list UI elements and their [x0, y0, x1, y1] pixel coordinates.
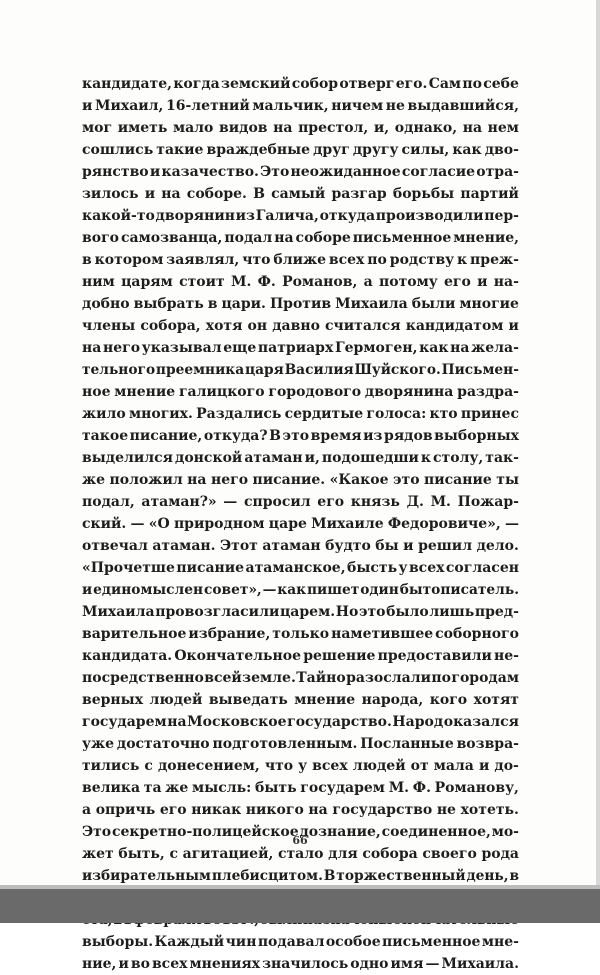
text-line: и единомыслен совет», — как пишет один бытописатель.: [82, 582, 519, 598]
text-line: а опричь его никак никого на государство не хотеть.: [82, 802, 519, 818]
text-line: Это секретно-полицейское дознание, соединенное, мо-: [82, 824, 519, 840]
text-line: члены собора, хотя он давно считался кандидатом и: [82, 318, 519, 334]
text-line: тельного преемника царя Василия Шуйского. Письмен-: [82, 362, 519, 378]
text-line: добно выбрать в цари. Против Михаила были многие: [82, 296, 519, 312]
text-line: «Прочетше писание атаманское, бысть у всех согласен: [82, 560, 519, 576]
text-line: верных людей выведать мнение народа, кого хотят: [82, 692, 519, 708]
text-line: посредственно всей земле. Тайно разослали по городам: [82, 670, 519, 686]
text-line: зилось и на соборе. В самый разгар борьбы партий: [82, 186, 519, 202]
text-line: варительное избрание, только наметившее соборного: [82, 626, 519, 642]
text-line: выборы. Каждый чин подавал особое письменное мне-: [82, 934, 519, 950]
text-line: вого самозванца, подал на соборе письменное мнение,: [82, 230, 519, 246]
text-line: же положил на него писание. «Какое это писание ты: [82, 472, 519, 488]
text-line: ский. — «О природном царе Михаиле Федоровиче», —: [82, 516, 519, 532]
text-line: в котором заявлял, что ближе всех по родству к преж-: [82, 252, 519, 268]
text-line: ние, и во всех мнениях значилось одно имя — Михаила.: [82, 956, 519, 972]
text-line: жет быть, с агитацией, стало для собора своего рода: [82, 846, 519, 862]
page-number: 66: [292, 834, 308, 847]
text-line: рянство и казачество. Это неожиданное согласие отра-: [82, 164, 519, 180]
text-line: ное мнение галицкого городового дворянина раздра-: [82, 384, 519, 400]
text-line: на него указывал еще патриарх Гермоген, как на жела-: [82, 340, 519, 356]
text-line: мог иметь мало видов на престол, и, однако, на нем: [82, 120, 519, 136]
text-line: такое писание, откуда? В это время из рядов выборных: [82, 428, 519, 444]
text-line: ним царям стоит М. Ф. Романов, а потому его и на-: [82, 274, 519, 290]
text-line: избирательным плебисцитом. В торжественный день, в: [82, 868, 519, 884]
text-line: Михаила провозгласили царем. Но это было лишь пред-: [82, 604, 519, 620]
page-edge-shadow: [596, 0, 600, 889]
text-line: выделился донской атаман и, подошедши к столу, так-: [82, 450, 519, 466]
text-line: сошлись такие враждебные друг другу силы, как дво-: [82, 142, 519, 158]
text-line: отвечал атаман. Этот атаман будто бы и решил дело.: [82, 538, 519, 554]
text-line: уже достаточно подготовленным. Посланные возвра-: [82, 736, 519, 752]
text-line: тились с донесением, что у всех людей от мала и до-: [82, 758, 519, 774]
text-line: государем на Московское государство. Народ оказался: [82, 714, 519, 730]
text-line: какой-то дворянин из Галича, откуда производили пер-: [82, 208, 519, 224]
text-line: и Михаил, 16-летний мальчик, ничем не выдавшийся,: [82, 98, 519, 114]
text-line: велика та же мысль: быть государем М. Ф. Романову,: [82, 780, 519, 796]
scan-bottom-shadow: [0, 889, 600, 923]
text-line: кандидате, когда земский собор отверг его. Сам по себе: [82, 76, 519, 92]
text-line: кандидата. Окончательное решение предоставили не-: [82, 648, 519, 664]
text-line: жило многих. Раздались сердитые голоса: кто принес: [82, 406, 519, 422]
text-line: подал, атаман?» — спросил его князь Д. М. Пожар-: [82, 494, 519, 510]
